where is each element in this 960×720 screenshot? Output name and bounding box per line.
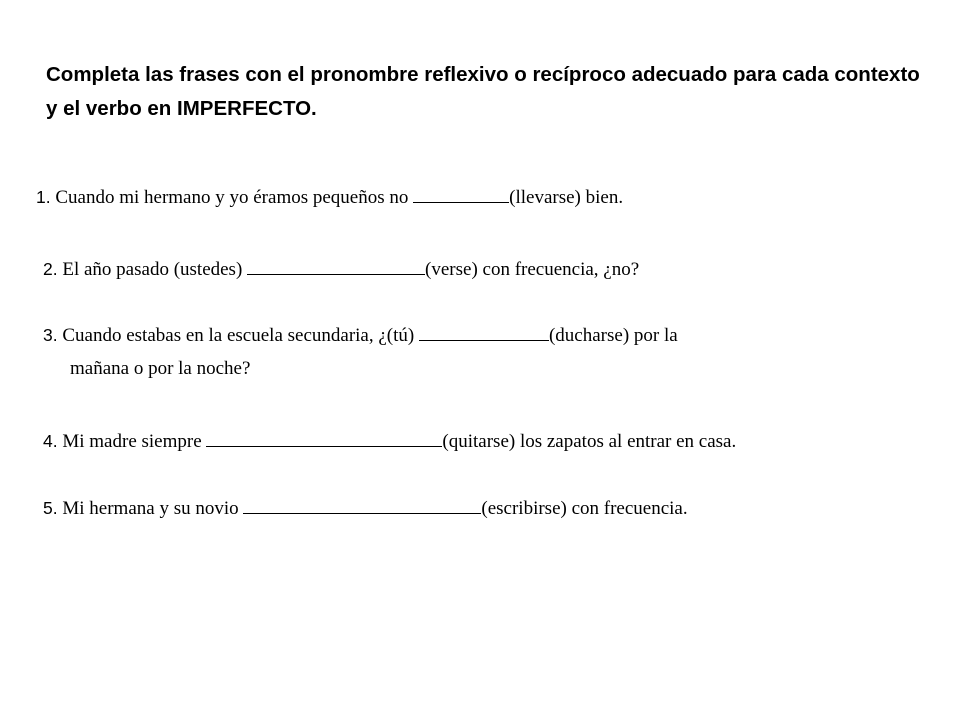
- exercise-item-3-continuation: mañana o por la noche?: [70, 358, 251, 379]
- answer-blank-5[interactable]: [243, 495, 481, 514]
- exercise-item-4: [43, 424, 736, 459]
- answer-blank-3[interactable]: [419, 322, 549, 341]
- item-text-before: Mi hermana y su novio: [62, 498, 244, 519]
- exercise-item-3: [43, 318, 678, 353]
- answer-blank-1[interactable]: [413, 184, 509, 203]
- item-number: 4.: [43, 431, 58, 451]
- item-text-before: Cuando estabas en la escuela secundaria, ¿(tú): [62, 325, 419, 346]
- item-number: 2.: [43, 259, 58, 279]
- answer-blank-2[interactable]: [247, 256, 425, 275]
- exercise-item-5: [43, 491, 688, 526]
- item-text-before: Mi madre siempre: [62, 431, 207, 452]
- item-text-before: Cuando mi hermano y yo éramos pequeños no: [55, 187, 414, 208]
- item-number: 5.: [43, 498, 58, 518]
- item-text-after: (verse) con frecuencia, ¿no?: [425, 259, 640, 280]
- item-text-after: (llevarse) bien.: [509, 187, 624, 208]
- item-text-before: El año pasado (ustedes): [62, 259, 248, 280]
- exercise-item-2: [43, 252, 639, 287]
- item-text-after: (ducharse) por la: [548, 325, 678, 346]
- item-number: 1.: [36, 187, 51, 207]
- item-text-after: (escribirse) con frecuencia.: [481, 498, 688, 519]
- item-number: 3.: [43, 325, 58, 345]
- instructions-title: Completa las frases con el pronombre reflexivo o recíproco adecuado para cada contexto y el verbo en IMPERFECTO.: [46, 63, 920, 120]
- exercise-item-1: [36, 180, 623, 215]
- answer-blank-4[interactable]: [206, 428, 442, 447]
- item-text-after: (quitarse) los zapatos al entrar en casa.: [442, 431, 737, 452]
